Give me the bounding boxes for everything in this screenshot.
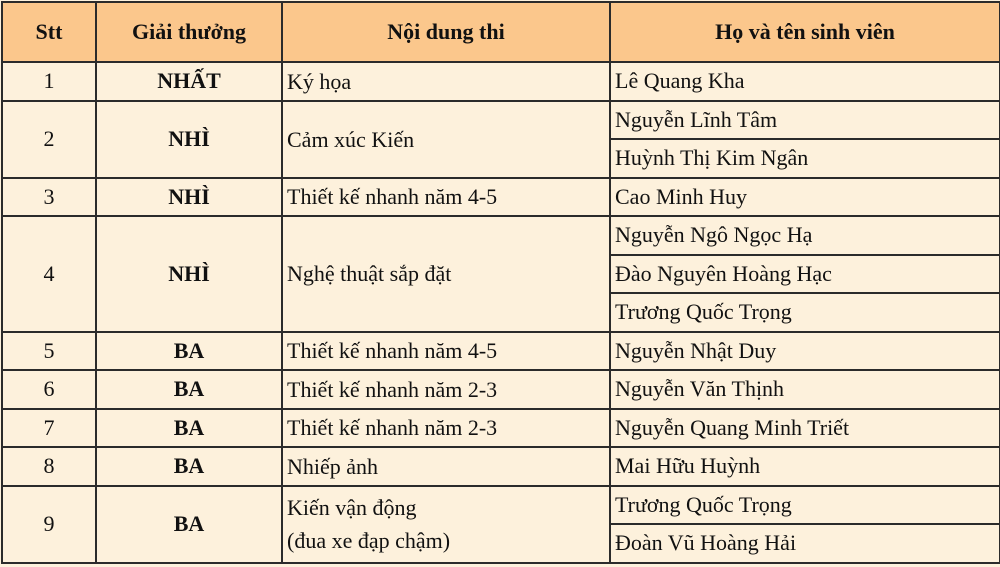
content-cell: [282, 486, 610, 563]
stt-cell: 9: [2, 486, 96, 563]
table-row: [2, 178, 1000, 217]
student-cell: Đào Nguyên Hoàng Hạc: [610, 255, 1000, 294]
table-row: [2, 101, 1000, 140]
table-row: [2, 62, 1000, 101]
content-cell: Thiết kế nhanh năm 2-3: [282, 370, 610, 409]
header-award: Giải thưởng: [96, 2, 282, 62]
stt-cell: 5: [2, 332, 96, 371]
student-cell: Nguyễn Quang Minh Triết: [610, 409, 1000, 448]
table-header: [2, 2, 1000, 62]
student-cell: Đoàn Vũ Hoàng Hải: [610, 524, 1000, 563]
content-cell: Thiết kế nhanh năm 4-5: [282, 178, 610, 217]
student-cell: Cao Minh Huy: [610, 178, 1000, 217]
content-cell: Thiết kế nhanh năm 2-3: [282, 409, 610, 448]
stt-cell: 1: [2, 62, 96, 101]
student-cell: Mai Hữu Huỳnh: [610, 447, 1000, 486]
awards-table: [1, 1, 1000, 564]
student-cell: Nguyễn Ngô Ngọc Hạ: [610, 216, 1000, 255]
award-cell: NHÌ: [96, 178, 282, 217]
award-cell: BA: [96, 486, 282, 563]
stt-cell: 2: [2, 101, 96, 178]
table-row: [2, 370, 1000, 409]
content-cell: Nhiếp ảnh: [282, 447, 610, 486]
content-cell: Cảm xúc Kiến: [282, 101, 610, 178]
student-cell: Nguyễn Lĩnh Tâm: [610, 101, 1000, 140]
stt-cell: 3: [2, 178, 96, 217]
stt-cell: 7: [2, 409, 96, 448]
header-row: [2, 2, 1000, 62]
header-stt: Stt: [2, 2, 96, 62]
stt-cell: 6: [2, 370, 96, 409]
stt-cell: 8: [2, 447, 96, 486]
content-line: (đua xe đạp chậm): [287, 528, 451, 553]
award-cell: BA: [96, 370, 282, 409]
student-cell: Lê Quang Kha: [610, 62, 1000, 101]
award-cell: BA: [96, 409, 282, 448]
table-row: [2, 409, 1000, 448]
table-body: [2, 62, 1000, 563]
content-cell: Thiết kế nhanh năm 4-5: [282, 332, 610, 371]
award-cell: NHÌ: [96, 101, 282, 178]
student-cell: Nguyễn Nhật Duy: [610, 332, 1000, 371]
table-row: [2, 486, 1000, 525]
table-row: [2, 447, 1000, 486]
header-content: Nội dung thi: [282, 2, 610, 62]
award-cell: BA: [96, 447, 282, 486]
award-cell: NHẤT: [96, 62, 282, 101]
award-cell: NHÌ: [96, 216, 282, 332]
content-cell: Nghệ thuật sắp đặt: [282, 216, 610, 332]
student-cell: Huỳnh Thị Kim Ngân: [610, 139, 1000, 178]
header-student: Họ và tên sinh viên: [610, 2, 1000, 62]
stt-cell: 4: [2, 216, 96, 332]
table-row: [2, 216, 1000, 255]
content-cell: Ký họa: [282, 62, 610, 101]
student-cell: Nguyễn Văn Thịnh: [610, 370, 1000, 409]
award-cell: BA: [96, 332, 282, 371]
content-line: Kiến vận động: [287, 495, 417, 520]
table-row: [2, 332, 1000, 371]
student-cell: Trương Quốc Trọng: [610, 293, 1000, 332]
student-cell: Trương Quốc Trọng: [610, 486, 1000, 525]
